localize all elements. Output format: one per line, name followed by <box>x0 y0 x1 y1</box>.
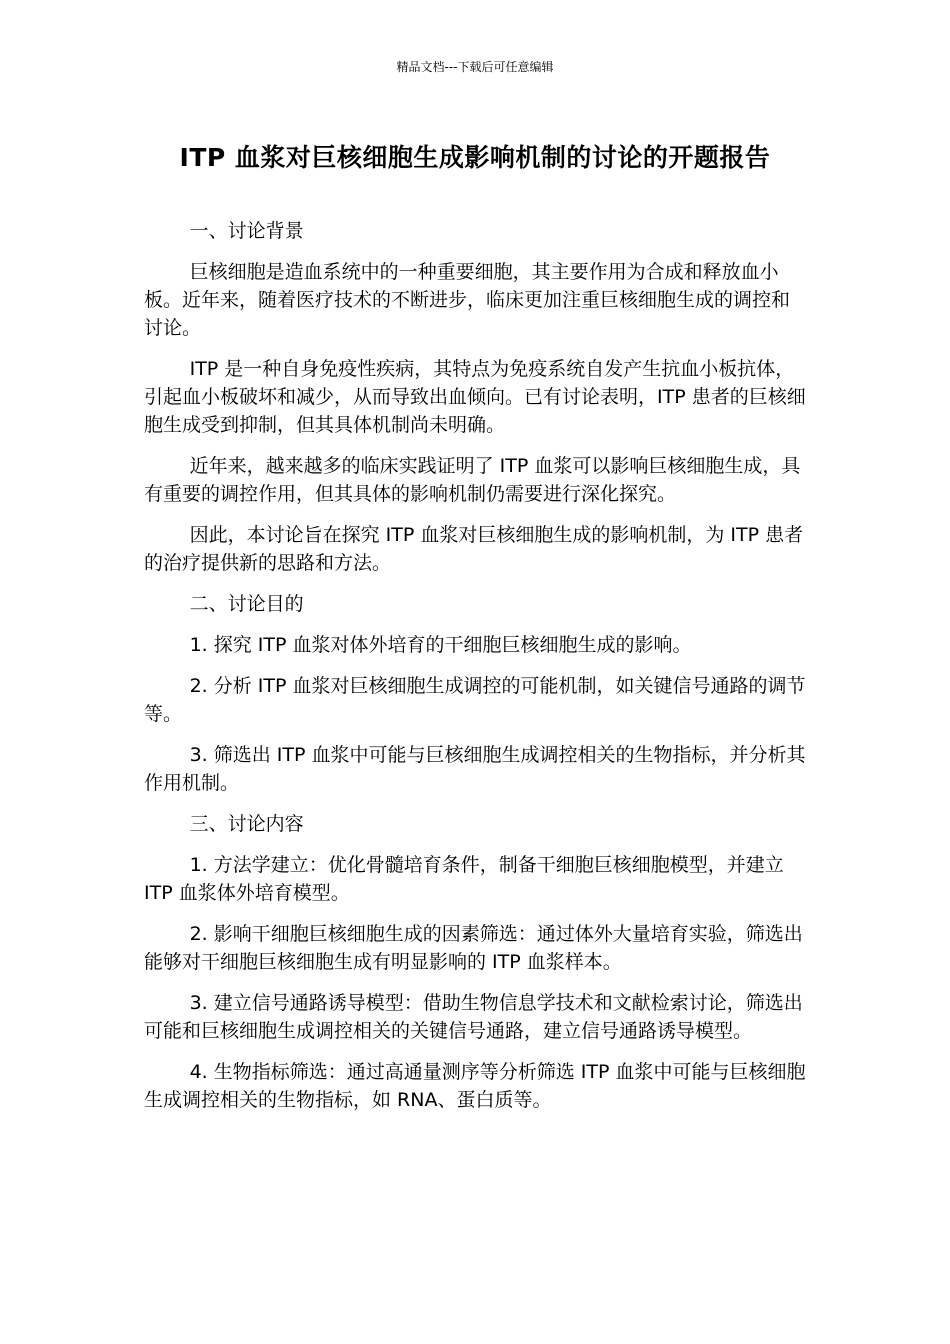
page-header: 精品文档---下载后可任意编辑 <box>396 60 554 74</box>
list-item: 2. 分析 ITP 血浆对巨核细胞生成调控的可能机制，如关键信号通路的调节等。 <box>144 675 806 725</box>
list-item: 1. 方法学建立：优化骨髓培育条件，制备干细胞巨核细胞模型，并建立 ITP 血浆体外培育模型。 <box>144 854 784 904</box>
list-item: 3. 筛选出 ITP 血浆中可能与巨核细胞生成调控相关的生物指标，并分析其作用机制。 <box>144 744 806 794</box>
list-item: 3. 建立信号通路诱导模型：借助生物信息学技术和文献检索讨论，筛选出可能和巨核细胞生成调控相关的关键信号通路，建立信号通路诱导模型。 <box>144 992 803 1042</box>
section-heading-content: 三、讨论内容 <box>189 813 304 835</box>
paragraph: 因此，本讨论旨在探究 ITP 血浆对巨核细胞生成的影响机制，为 ITP 患者的治疗提供新的思路和方法。 <box>144 524 804 574</box>
paragraph: 近年来，越来越多的临床实践证明了 ITP 血浆可以影响巨核细胞生成，具有重要的调控作用，但其具体的影响机制仍需要进行深化探究。 <box>144 455 801 505</box>
list-item: 1. 探究 ITP 血浆对体外培育的干细胞巨核细胞生成的影响。 <box>189 634 692 656</box>
list-item: 4. 生物指标筛选：通过高通量测序等分析筛选 ITP 血浆中可能与巨核细胞生成调控相关的生物指标，如 RNA、蛋白质等。 <box>144 1061 806 1111</box>
document-title: ITP 血浆对巨核细胞生成影响机制的讨论的开题报告 <box>179 143 771 172</box>
list-item: 2. 影响干细胞巨核细胞生成的因素筛选：通过体外大量培育实验，筛选出能够对干细胞巨核细胞生成有明显影响的 ITP 血浆样本。 <box>144 923 803 973</box>
paragraph: ITP 是一种自身免疫性疾病，其特点为免疫系统自发产生抗血小板抗体，引起血小板破坏和减少，从而导致出血倾向。已有讨论表明，ITP 患者的巨核细胞生成受到抑制，但其具体机制尚未明确。 <box>144 358 806 436</box>
section-heading-purpose: 二、讨论目的 <box>189 593 304 615</box>
paragraph: 巨核细胞是造血系统中的一种重要细胞，其主要作用为合成和释放血小板。近年来，随着医疗技术的不断进步，临床更加注重巨核细胞生成的调控和讨论。 <box>144 261 791 339</box>
section-heading-background: 一、讨论背景 <box>189 220 304 242</box>
document-body <box>144 217 806 1127</box>
